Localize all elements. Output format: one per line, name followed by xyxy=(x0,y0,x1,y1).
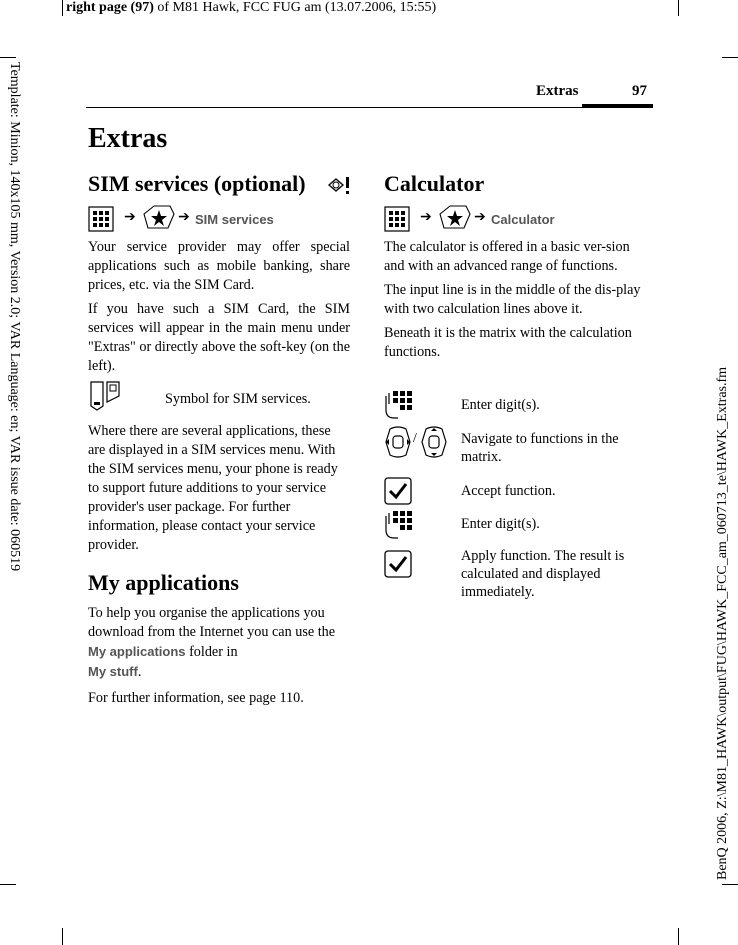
left-column xyxy=(88,171,350,201)
crop-mark xyxy=(62,928,63,945)
sim-body xyxy=(88,238,350,376)
sim-path-item: SIM services xyxy=(195,212,274,227)
sim-paragraph-2: If you have such a SIM Card, the SIM services will appear in the main menu under "Extras" or directly above the soft-key (on the left). xyxy=(88,301,350,374)
sim-paragraph-3: Where there are several applications, these are displayed in a SIM services menu. With the SIM services menu, your phone is ready to support future additions to your service provider's user package. For further information, please contact your service provider. xyxy=(88,423,338,553)
arrow-icon: ➔ xyxy=(474,210,486,225)
page-number: 97 xyxy=(632,83,647,99)
calc-row-3-text: Accept function. xyxy=(461,483,556,499)
calc-row-4-text: Enter digit(s). xyxy=(461,516,540,532)
running-head-title: Extras xyxy=(536,83,579,99)
template-header-page: right page (97) xyxy=(66,0,154,15)
sim-optional-icon xyxy=(326,175,352,197)
menu-key-icon xyxy=(88,206,114,232)
apps-paragraph-2: For further information, see page 110. xyxy=(88,690,304,706)
calc-row-2-separator: / xyxy=(413,431,417,446)
my-applications-menu-ref: My applications xyxy=(88,644,186,659)
menu-key-icon xyxy=(384,206,410,232)
apps-text-mid: folder in xyxy=(185,644,238,660)
side-right-text: BenQ 2006, Z:\M81_HAWK\output\FUG\HAWK_FCC_am_060713_te\HAWK_Extras.fm xyxy=(715,366,730,880)
template-header-info: of M81 Hawk, FCC FUG am (13.07.2006, 15:55) xyxy=(153,0,437,15)
apps-text-end: . xyxy=(137,664,142,680)
header-rule-thick xyxy=(582,104,653,108)
crop-mark xyxy=(0,57,16,58)
checkmark-softkey-icon xyxy=(384,550,412,578)
sim-services-symbol-icon xyxy=(88,380,122,412)
my-stuff-menu-ref: My stuff xyxy=(88,664,138,679)
calc-row-1-text: Enter digit(s). xyxy=(461,397,540,413)
sim-body-2 xyxy=(88,422,350,555)
arrow-icon: ➔ xyxy=(178,210,190,225)
apps-text-start: To help you organise the applications you download from the Internet you can use the xyxy=(88,605,336,640)
apps-title: My applications xyxy=(88,570,239,595)
calc-path-item: Calculator xyxy=(491,212,555,227)
keypad-icon xyxy=(384,510,414,540)
arrow-icon: ➔ xyxy=(124,210,136,225)
chapter-title: Extras xyxy=(88,123,168,154)
navigation-key-icon xyxy=(420,425,448,459)
calc-row-2-text: Navigate to functions in the matrix. xyxy=(461,431,619,465)
calc-paragraph-3: Beneath it is the matrix with the calculation functions. xyxy=(384,325,632,360)
navigation-key-icon xyxy=(384,425,412,459)
calc-title: Calculator xyxy=(384,171,485,196)
crop-mark xyxy=(722,884,738,885)
keypad-icon xyxy=(384,390,414,420)
calc-paragraph-1: The calculator is offered in a basic ver-sion and with an advanced range of functions. xyxy=(384,239,630,274)
header-rule xyxy=(86,107,653,108)
template-header xyxy=(66,0,436,16)
sim-title: SIM services (optional) xyxy=(88,171,306,196)
crop-mark xyxy=(678,928,679,945)
sim-symbol-text: Symbol for SIM services. xyxy=(165,391,311,407)
side-left-text: Template: Minion, 140x105 mm, Version 2.0; VAR Language: en; VAR issue date: 060519 xyxy=(7,62,22,572)
sim-paragraph-1: Your service provider may offer special applications such as mobile banking, share prices, etc. via the SIM Card. xyxy=(88,239,350,293)
apps-paragraph-1 xyxy=(88,604,350,682)
calc-paragraph-2: The input line is in the middle of the dis-play with two calculation lines above it. xyxy=(384,282,641,317)
calc-row-5-text: Apply function. The result is calculated and displayed immediately. xyxy=(461,548,625,600)
arrow-icon: ➔ xyxy=(420,210,432,225)
crop-mark xyxy=(0,884,16,885)
checkmark-softkey-icon xyxy=(384,477,412,505)
extras-menu-icon xyxy=(436,202,472,232)
calc-body xyxy=(384,238,649,362)
crop-mark xyxy=(62,0,63,16)
crop-mark xyxy=(678,0,679,16)
crop-mark xyxy=(722,57,738,58)
extras-menu-icon xyxy=(140,202,176,232)
apps-body xyxy=(88,604,350,708)
